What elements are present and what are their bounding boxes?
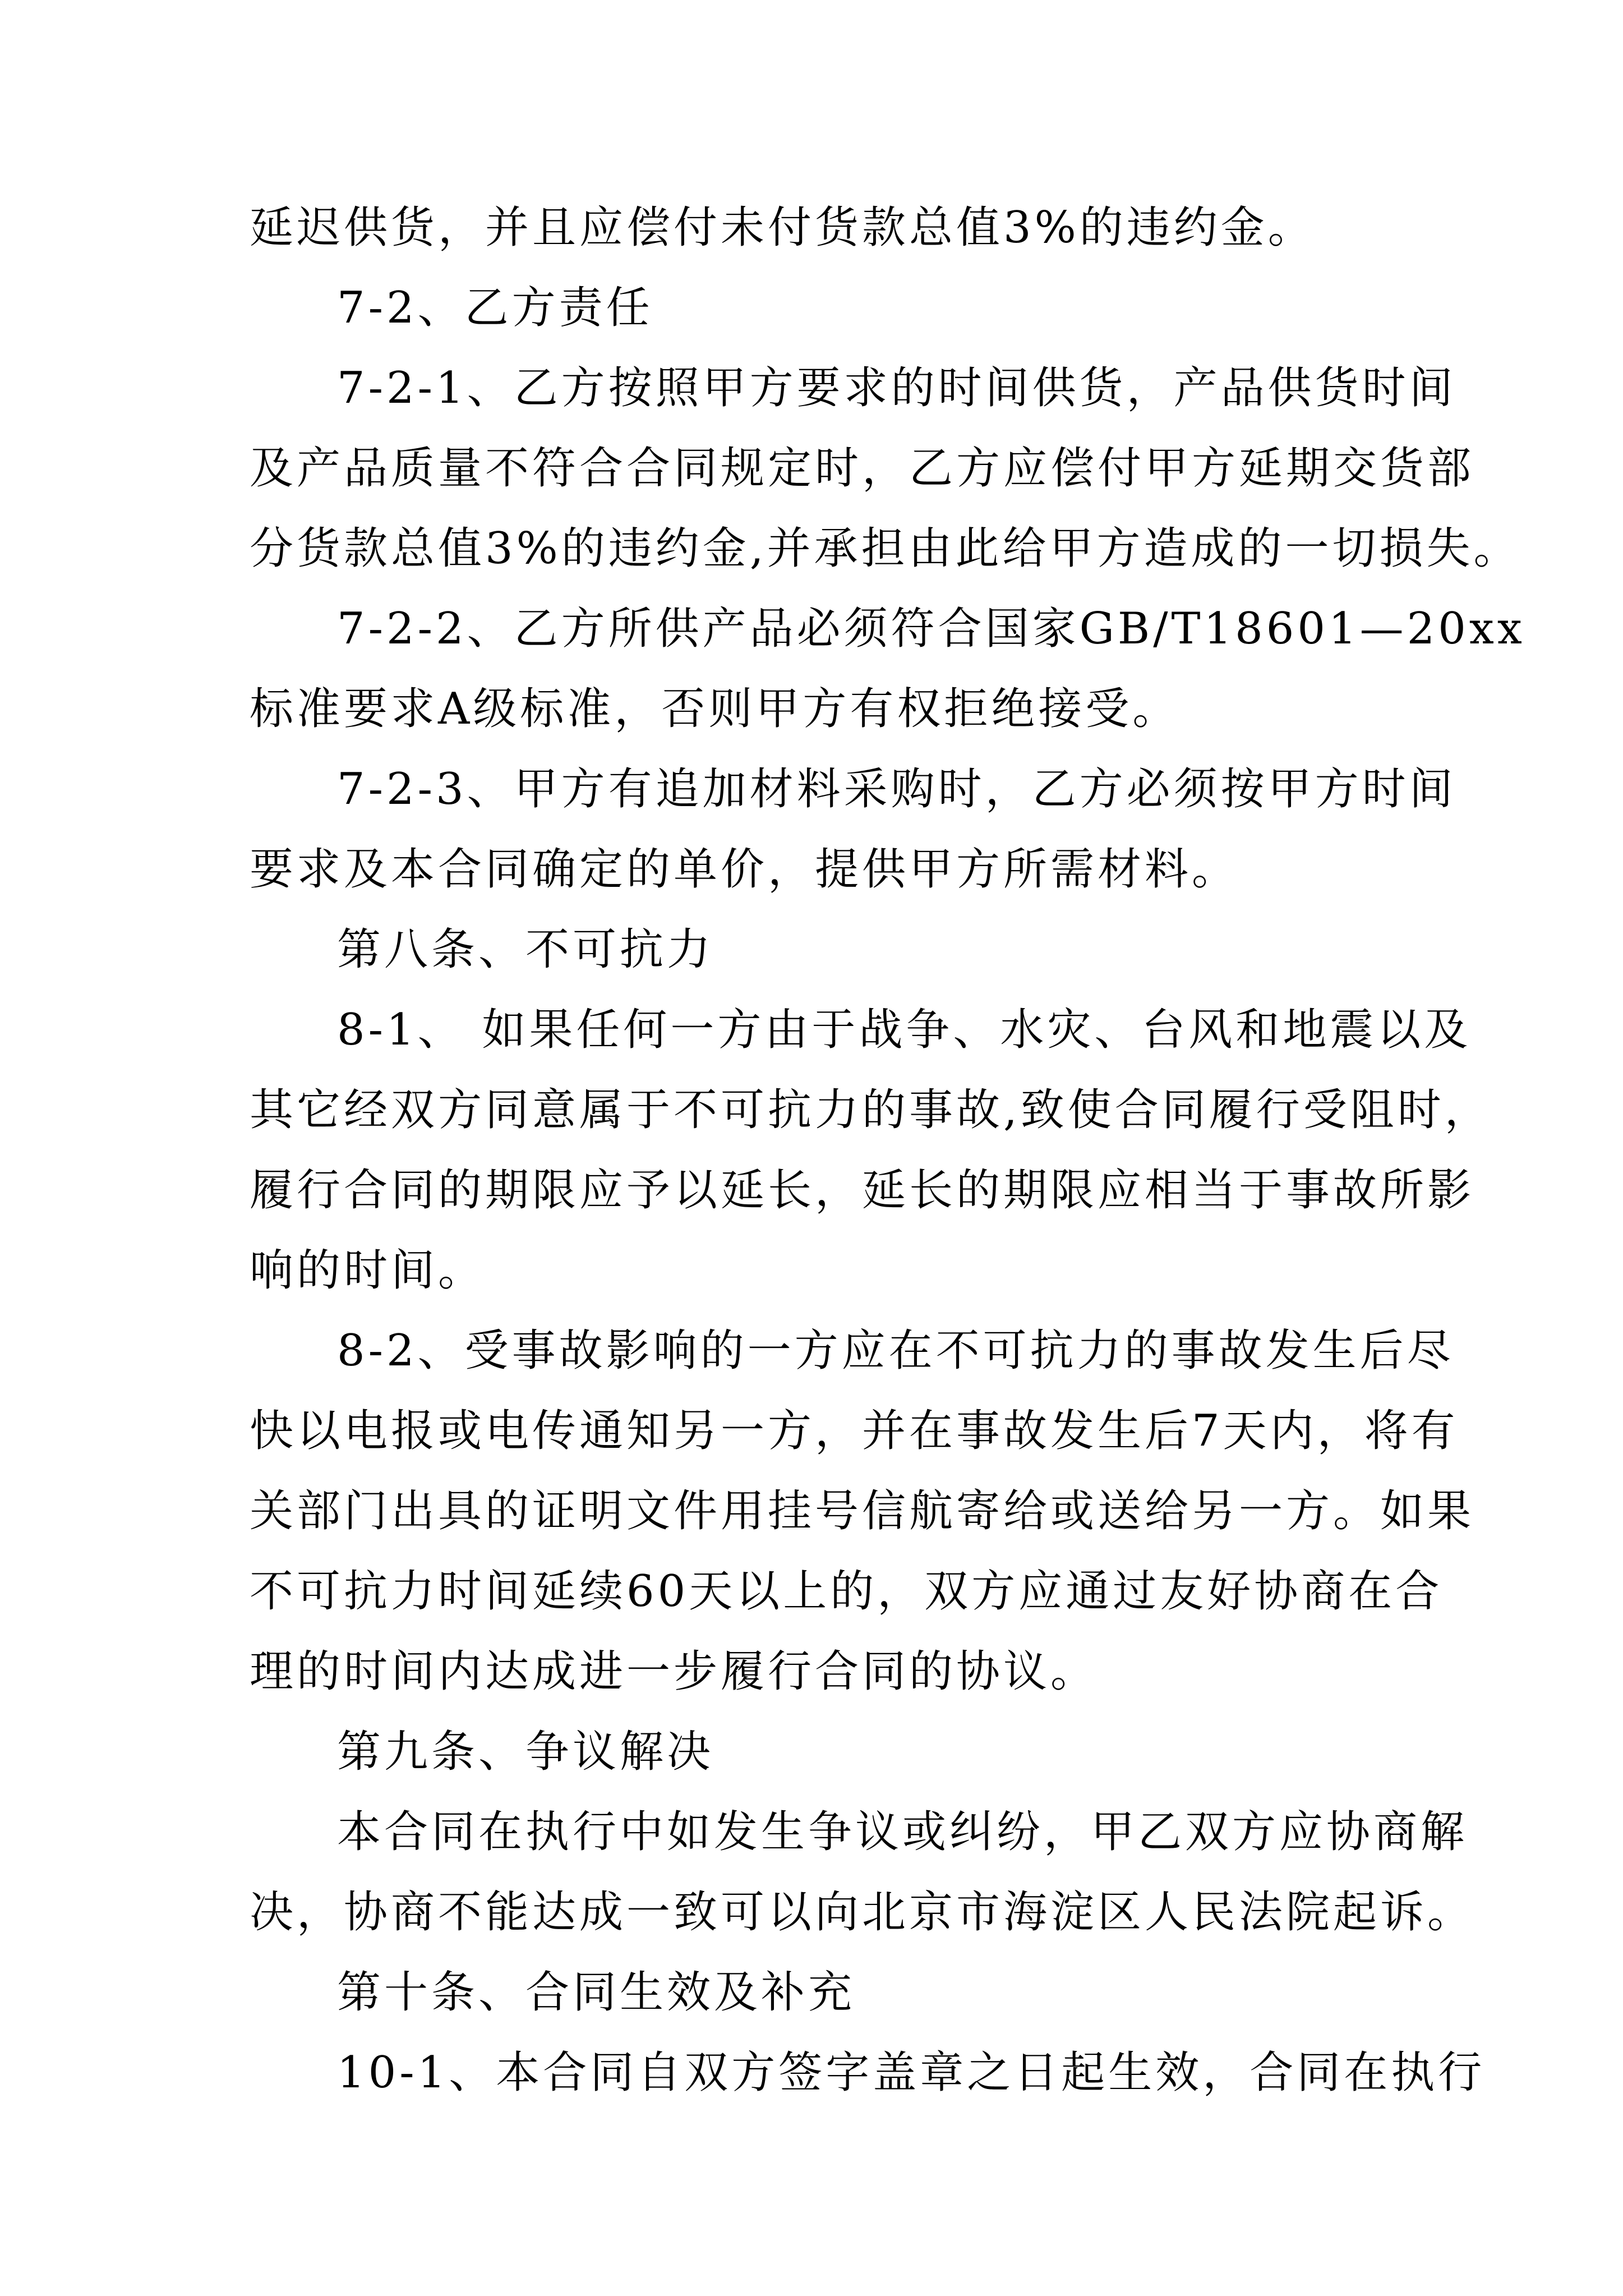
text-line: 本合同在执行中如发生争议或纠纷，甲乙双方应协商解 xyxy=(337,1807,1468,1857)
text-line: 要求及本合同确定的单价，提供甲方所需材料。 xyxy=(250,844,1239,895)
text-line: 8-2、受事故影响的一方应在不可抗力的事故发生后尽 xyxy=(337,1326,1454,1376)
document-body xyxy=(250,188,1525,2113)
text-line: 7-2-1、乙方按照甲方要求的时间供货，产品供货时间 xyxy=(337,363,1456,413)
article-heading: 第九条、争议解决 xyxy=(337,1727,714,1777)
text-line: 理的时间内达成进一步履行合同的协议。 xyxy=(250,1646,1098,1697)
article-heading: 第十条、合同生效及补充 xyxy=(337,1967,856,2018)
text-line: 8-1、 如果任何一方由于战争、水灾、台风和地震以及 xyxy=(337,1005,1472,1055)
text-line: 响的时间。 xyxy=(250,1245,486,1296)
text-line: 标准要求A级标准，否则甲方有权拒绝接受。 xyxy=(250,684,1180,734)
text-line: 10-1、本合同自双方签字盖章之日起生效，合同在执行 xyxy=(337,2047,1486,2098)
text-line: 快以电报或电传通知另一方，并在事故发生后7天内，将有 xyxy=(250,1406,1459,1456)
text-line: 履行合同的期限应予以延长，延长的期限应相当于事故所影 xyxy=(250,1165,1475,1216)
text-line: 关部门出具的证明文件用挂号信航寄给或送给另一方。如果 xyxy=(250,1486,1475,1536)
section-heading: 7-2、乙方责任 xyxy=(337,283,653,333)
text-line: 7-2-3、甲方有追加材料采购时，乙方必须按甲方时间 xyxy=(337,764,1456,815)
article-heading: 第八条、不可抗力 xyxy=(337,924,714,975)
text-line: 分货款总值3%的违约金,并承担由此给甲方造成的一切损失。 xyxy=(250,523,1521,574)
text-line: 决，协商不能达成一致可以向北京市海淀区人民法院起诉。 xyxy=(250,1887,1475,1938)
text-line: 7-2-2、乙方所供产品必须符合国家GB/T18601—20xx xyxy=(337,604,1525,654)
text-line: 不可抗力时间延续60天以上的，双方应通过友好协商在合 xyxy=(250,1566,1443,1617)
text-line: 及产品质量不符合合同规定时，乙方应偿付甲方延期交货部 xyxy=(250,443,1475,494)
text-line: 延迟供货，并且应偿付未付货款总值3%的违约金。 xyxy=(250,203,1315,253)
text-line: 其它经双方同意属于不可抗力的事故,致使合同履行受阻时， xyxy=(250,1085,1492,1135)
